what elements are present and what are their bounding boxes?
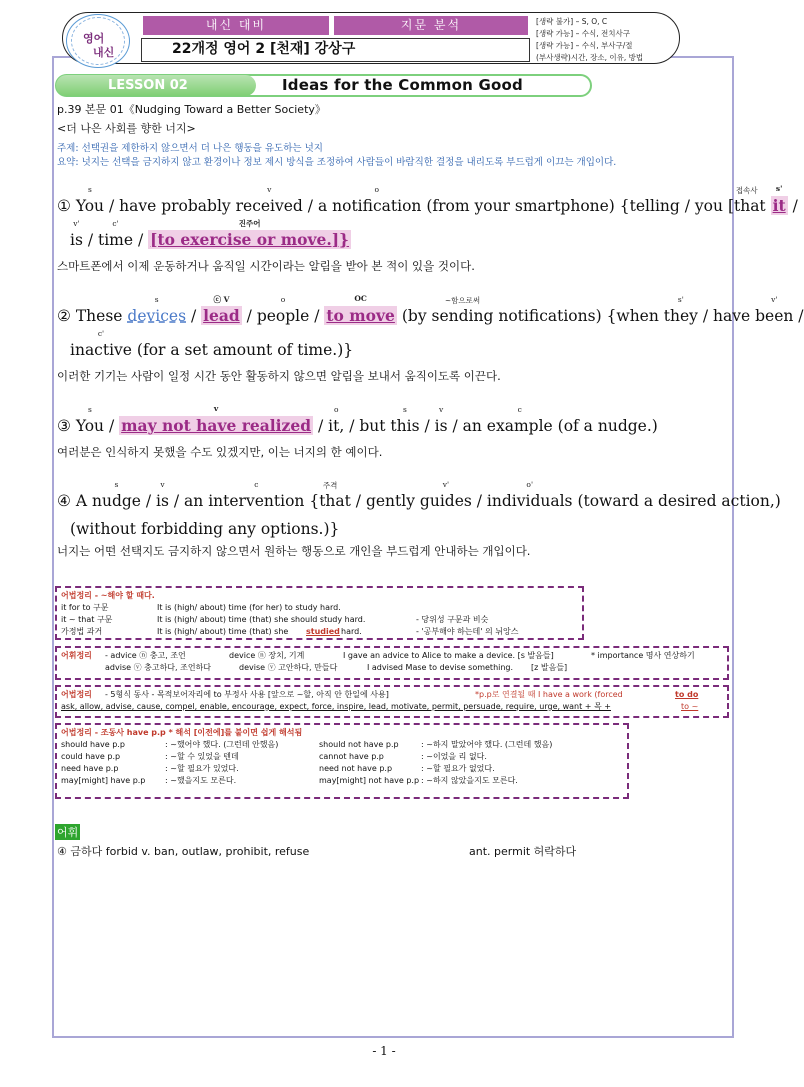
source-line: p.39 본문 01《Nudging Toward a Better Society》 [57, 103, 326, 116]
grammar-row: could have p.p : ~할 수 있었을 텐데 cannot have p.p : ~이었을 리 없다. [61, 752, 487, 761]
korean-title: <더 나은 사회를 향한 너지> [57, 122, 196, 135]
sentence-4-ko: 너지는 어떤 선택지도 금지하지 않으면서 원하는 행동으로 개인을 부드럽게 안내하는 개입이다. [57, 544, 531, 558]
topic-line: 주제: 선택권을 제한하지 않으면서 더 나은 행동을 유도하는 넛지 [57, 143, 323, 154]
sentence-2-ko: 이러한 기기는 사람이 일정 시간 동안 활동하지 않으면 알림을 보내서 움직이도록 이끈다. [57, 369, 501, 383]
lesson-label: LESSON 02 [56, 75, 256, 96]
page-number: - 1 - [372, 1044, 396, 1058]
sentence-3: ③ s You / v may not have realized / o it, / but s this / v is / an c example (of a nudge.) [57, 404, 658, 435]
sentence-number: ① [57, 197, 71, 215]
sentence-4-line2: (without forbidding any options.)} [70, 520, 340, 538]
omission-rules [536, 16, 643, 64]
grammar-row: it for to 구문 It is (high/ about) time (for her) to study hard. [61, 603, 341, 612]
grammar-box-time [55, 586, 584, 640]
grammar-row: should have p.p : ~했어야 했다. (그런데 안했음) should not have p.p : ~하지 말았어야 했다. (그런데 했음) [61, 740, 553, 749]
rule-line: [생략 가능] – 수식, 부사구/절 [536, 41, 633, 50]
sentence-1-line1: ① s You / have probably v received / a o notification (from your smartphone) {telling / you 접속사 [that s' it / [57, 184, 798, 215]
grammar-row: need have p.p : ~할 필요가 있었다. need not have p.p : ~할 필요가 없었다. [61, 764, 495, 773]
box-title: 어법정리 - ~해야 할 때다. [61, 591, 155, 600]
sentence-4-line1: ④ A s nudge / v is / an c intervention 주격 {that / gently v' guides / o' individuals (toward a desired action,) [57, 480, 781, 510]
logo [66, 14, 130, 68]
sentence-1-line2: v' is / c' time / 진주어 [to exercise or move.]} [70, 219, 350, 249]
grammar-row: may[might] have p.p : ~했을지도 모른다. may[might] not have p.p : ~하지 않았을지도 모른다. [61, 776, 518, 785]
sentence-3-ko: 여러분은 인식하지 못했을 수도 있겠지만, 이는 너지의 한 예이다. [57, 445, 383, 459]
sentence-2-line2: c' inactive (for a set amount of time.)} [70, 329, 354, 359]
rule-line: [생략 가능] – 수식, 전치사구 [536, 29, 630, 38]
logo-line1: 영어 [83, 32, 105, 45]
box-title: 어법정리 - 조동사 have p.p * 해석 [이전에]를 붙이면 쉽게 해석됨 [61, 728, 303, 737]
tab-analysis: 지문 분석 [334, 16, 528, 35]
doc-title: 22개정 영어 2 [천재] 강상구 [141, 38, 530, 62]
grammar-row: 가정법 과거 It is (high/ about) time (that) she studied hard. - '공부해야 하는데' 의 뉘앙스 [61, 627, 519, 636]
vocab-box-advice: 어휘정리 - advice ⓝ 충고, 조언 device ⓝ 장치, 기계 I gave an advice to Alice to make a device. [s 발음들] * importance 명사 연상하기 advise ⓥ 충고하다, 조언하다 devise ⓥ 고안하다, 만들다 I advised Mase to devise something. [z 발음들] [55, 646, 729, 680]
grammar-row: it ~ that 구문 It is (high/ about) time (that) she should study hard. - 당위성 구문과 비슷 [61, 615, 489, 624]
lesson-title: Ideas for the Common Good [282, 76, 523, 94]
vocab-line: ④ 금하다 forbid v. ban, outlaw, prohibit, refuse ant. permit 허락하다 [57, 845, 577, 858]
grammar-box-modal-have-pp [55, 723, 629, 799]
vocab-heading: 어휘 [57, 826, 79, 839]
grammar-box-5th-verbs: 어법정리 - 5형식 동사 - 목적보어자리에 to 부정사 사용 [앞으로 ~할, 아직 안 한일에 사용] *p.p로 연결될 때 I have a work (forced to do ask, allow, advise, cause, compel, enable, encourage, expect, force, inspire, lead, motivate, permit, persuade, require, urge, want + 목 + to ~ [55, 685, 729, 718]
logo-line2: 내신 [93, 46, 115, 59]
rule-line: (부사생략)시간, 장소, 이유, 방법 [536, 53, 644, 62]
sentence-1-ko: 스마트폰에서 이제 운동하거나 움직일 시간이라는 알림을 받아 본 적이 있을 것이다. [57, 259, 475, 273]
sentence-2-line1: ② These s devices / ⓒ V lead / o people / OC to move (by ~함으로써 sending notifications) {when s' they / have v' been / [57, 294, 804, 325]
summary-line: 요약: 넛지는 선택을 금지하지 않고 환경이나 정보 제시 방식을 조정하여 사람들이 바람직한 결정을 내리도록 부드럽게 이끄는 개입이다. [57, 157, 617, 168]
rule-line: [생략 불가] – S, O, C [536, 17, 608, 26]
tab-naesin: 내신 대비 [143, 16, 329, 35]
